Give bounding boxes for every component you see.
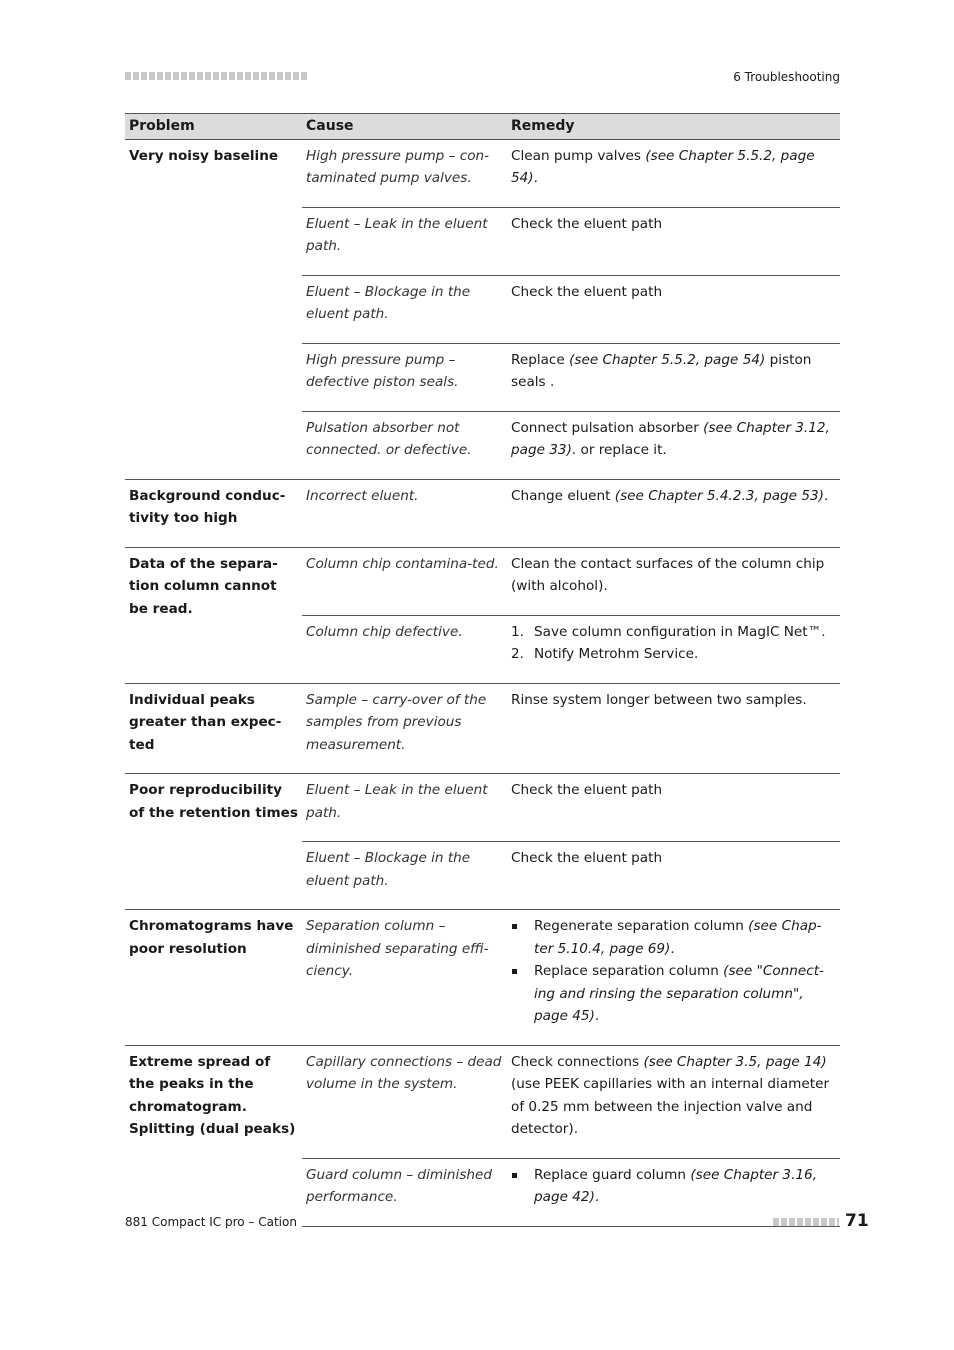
bullet-list bbox=[511, 915, 836, 1028]
cause-cell: Guard column – diminished performance. bbox=[302, 1158, 507, 1226]
problem-cell: Individual peaks greater than expec-ted bbox=[125, 683, 302, 774]
footer-decoration bbox=[773, 1218, 839, 1226]
header-decoration bbox=[125, 72, 307, 80]
remedy-cell: Check the eluent path bbox=[507, 207, 840, 275]
header-remedy: Remedy bbox=[507, 114, 840, 140]
list-item: 1. Save column configuration in MagIC Net™. bbox=[511, 623, 826, 640]
cause-cell: Capillary connections – dead volume in the system. bbox=[302, 1045, 507, 1158]
cause-cell: High pressure pump – con-taminated pump valves. bbox=[306, 147, 490, 186]
section-title: 6 Troubleshooting bbox=[733, 70, 840, 84]
header-cause: Cause bbox=[302, 114, 507, 140]
remedy-cell: Replace (see Chapter 5.5.2, page 54) piston seals . bbox=[507, 343, 840, 411]
remedy-cell bbox=[507, 1158, 840, 1226]
cause-cell: High pressure pump – defective piston seals. bbox=[302, 343, 507, 411]
list-item: Replace separation column (see "Connect-ing and rinsing the separation column", page 45). bbox=[511, 960, 836, 1028]
table-row bbox=[125, 479, 840, 547]
header-problem: Problem bbox=[125, 114, 302, 140]
bullet-list bbox=[511, 1164, 836, 1209]
list-item: Replace guard column (see Chapter 3.16, page 42). bbox=[511, 1164, 836, 1209]
remedy-cell: Change eluent (see Chapter 5.4.2.3, page 53). bbox=[507, 479, 840, 547]
numbered-list bbox=[511, 621, 836, 666]
bullet-square-icon bbox=[512, 924, 517, 929]
problem-cell: Poor reproducibility of the retention times bbox=[125, 774, 302, 910]
cause-cell: Incorrect eluent. bbox=[302, 479, 507, 547]
cause-cell: Eluent – Leak in the eluent path. bbox=[302, 774, 507, 842]
cause-cell: Column chip contamina-ted. bbox=[302, 547, 507, 615]
cause-cell: Pulsation absorber not connected. or defective. bbox=[302, 411, 507, 479]
bullet-square-icon bbox=[512, 969, 517, 974]
cause-cell: Eluent – Blockage in the eluent path. bbox=[302, 842, 507, 910]
bullet-square-icon bbox=[512, 1173, 517, 1178]
remedy-cell: Check connections (see Chapter 3.5, page 14) (use PEEK capillaries with an internal diameter of 0.25 mm between the injection valve and detector). bbox=[507, 1045, 840, 1158]
remedy-cell: Rinse system longer between two samples. bbox=[507, 683, 840, 774]
table-row bbox=[125, 1045, 840, 1158]
footer-product: 881 Compact IC pro – Cation bbox=[125, 1215, 297, 1229]
remedy-cell: Clean the contact surfaces of the column chip (with alcohol). bbox=[507, 547, 840, 615]
problem-cell: Very noisy baseline bbox=[129, 147, 279, 164]
page-number: 71 bbox=[845, 1211, 869, 1231]
table-row bbox=[125, 139, 840, 207]
troubleshooting-table bbox=[125, 113, 840, 1227]
remedy-cell: Check the eluent path bbox=[507, 842, 840, 910]
remedy-cell: Check the eluent path bbox=[507, 774, 840, 842]
cause-cell: Separation column – diminished separating effi-ciency. bbox=[302, 910, 507, 1046]
remedy-cell: Clean pump valves (see Chapter 5.5.2, page 54). bbox=[511, 147, 815, 186]
cause-cell: Sample – carry-over of the samples from previous measurement. bbox=[302, 683, 507, 774]
cause-cell: Eluent – Leak in the eluent path. bbox=[302, 207, 507, 275]
list-item: Regenerate separation column (see Chap-ter 5.10.4, page 69). bbox=[511, 915, 836, 960]
table-row bbox=[125, 910, 840, 1046]
cause-cell: Column chip defective. bbox=[302, 615, 507, 683]
problem-cell: Extreme spread of the peaks in the chromatogram. Splitting (dual peaks) bbox=[125, 1045, 302, 1226]
remedy-cell bbox=[507, 910, 840, 1046]
cause-cell: Eluent – Blockage in the eluent path. bbox=[302, 275, 507, 343]
remedy-cell: Connect pulsation absorber (see Chapter 3.12, page 33). or replace it. bbox=[507, 411, 840, 479]
remedy-cell bbox=[507, 615, 840, 683]
problem-cell: Chromatograms have poor resolution bbox=[125, 910, 302, 1046]
table-row bbox=[125, 683, 840, 774]
table-header bbox=[125, 114, 840, 140]
list-item: 2. Notify Metrohm Service. bbox=[511, 646, 699, 662]
problem-cell: Background conduc-tivity too high bbox=[125, 479, 302, 547]
problem-cell: Data of the separa-tion column cannot be read. bbox=[125, 547, 302, 683]
table-row bbox=[125, 547, 840, 615]
remedy-cell: Check the eluent path bbox=[507, 275, 840, 343]
table-row bbox=[125, 774, 840, 842]
